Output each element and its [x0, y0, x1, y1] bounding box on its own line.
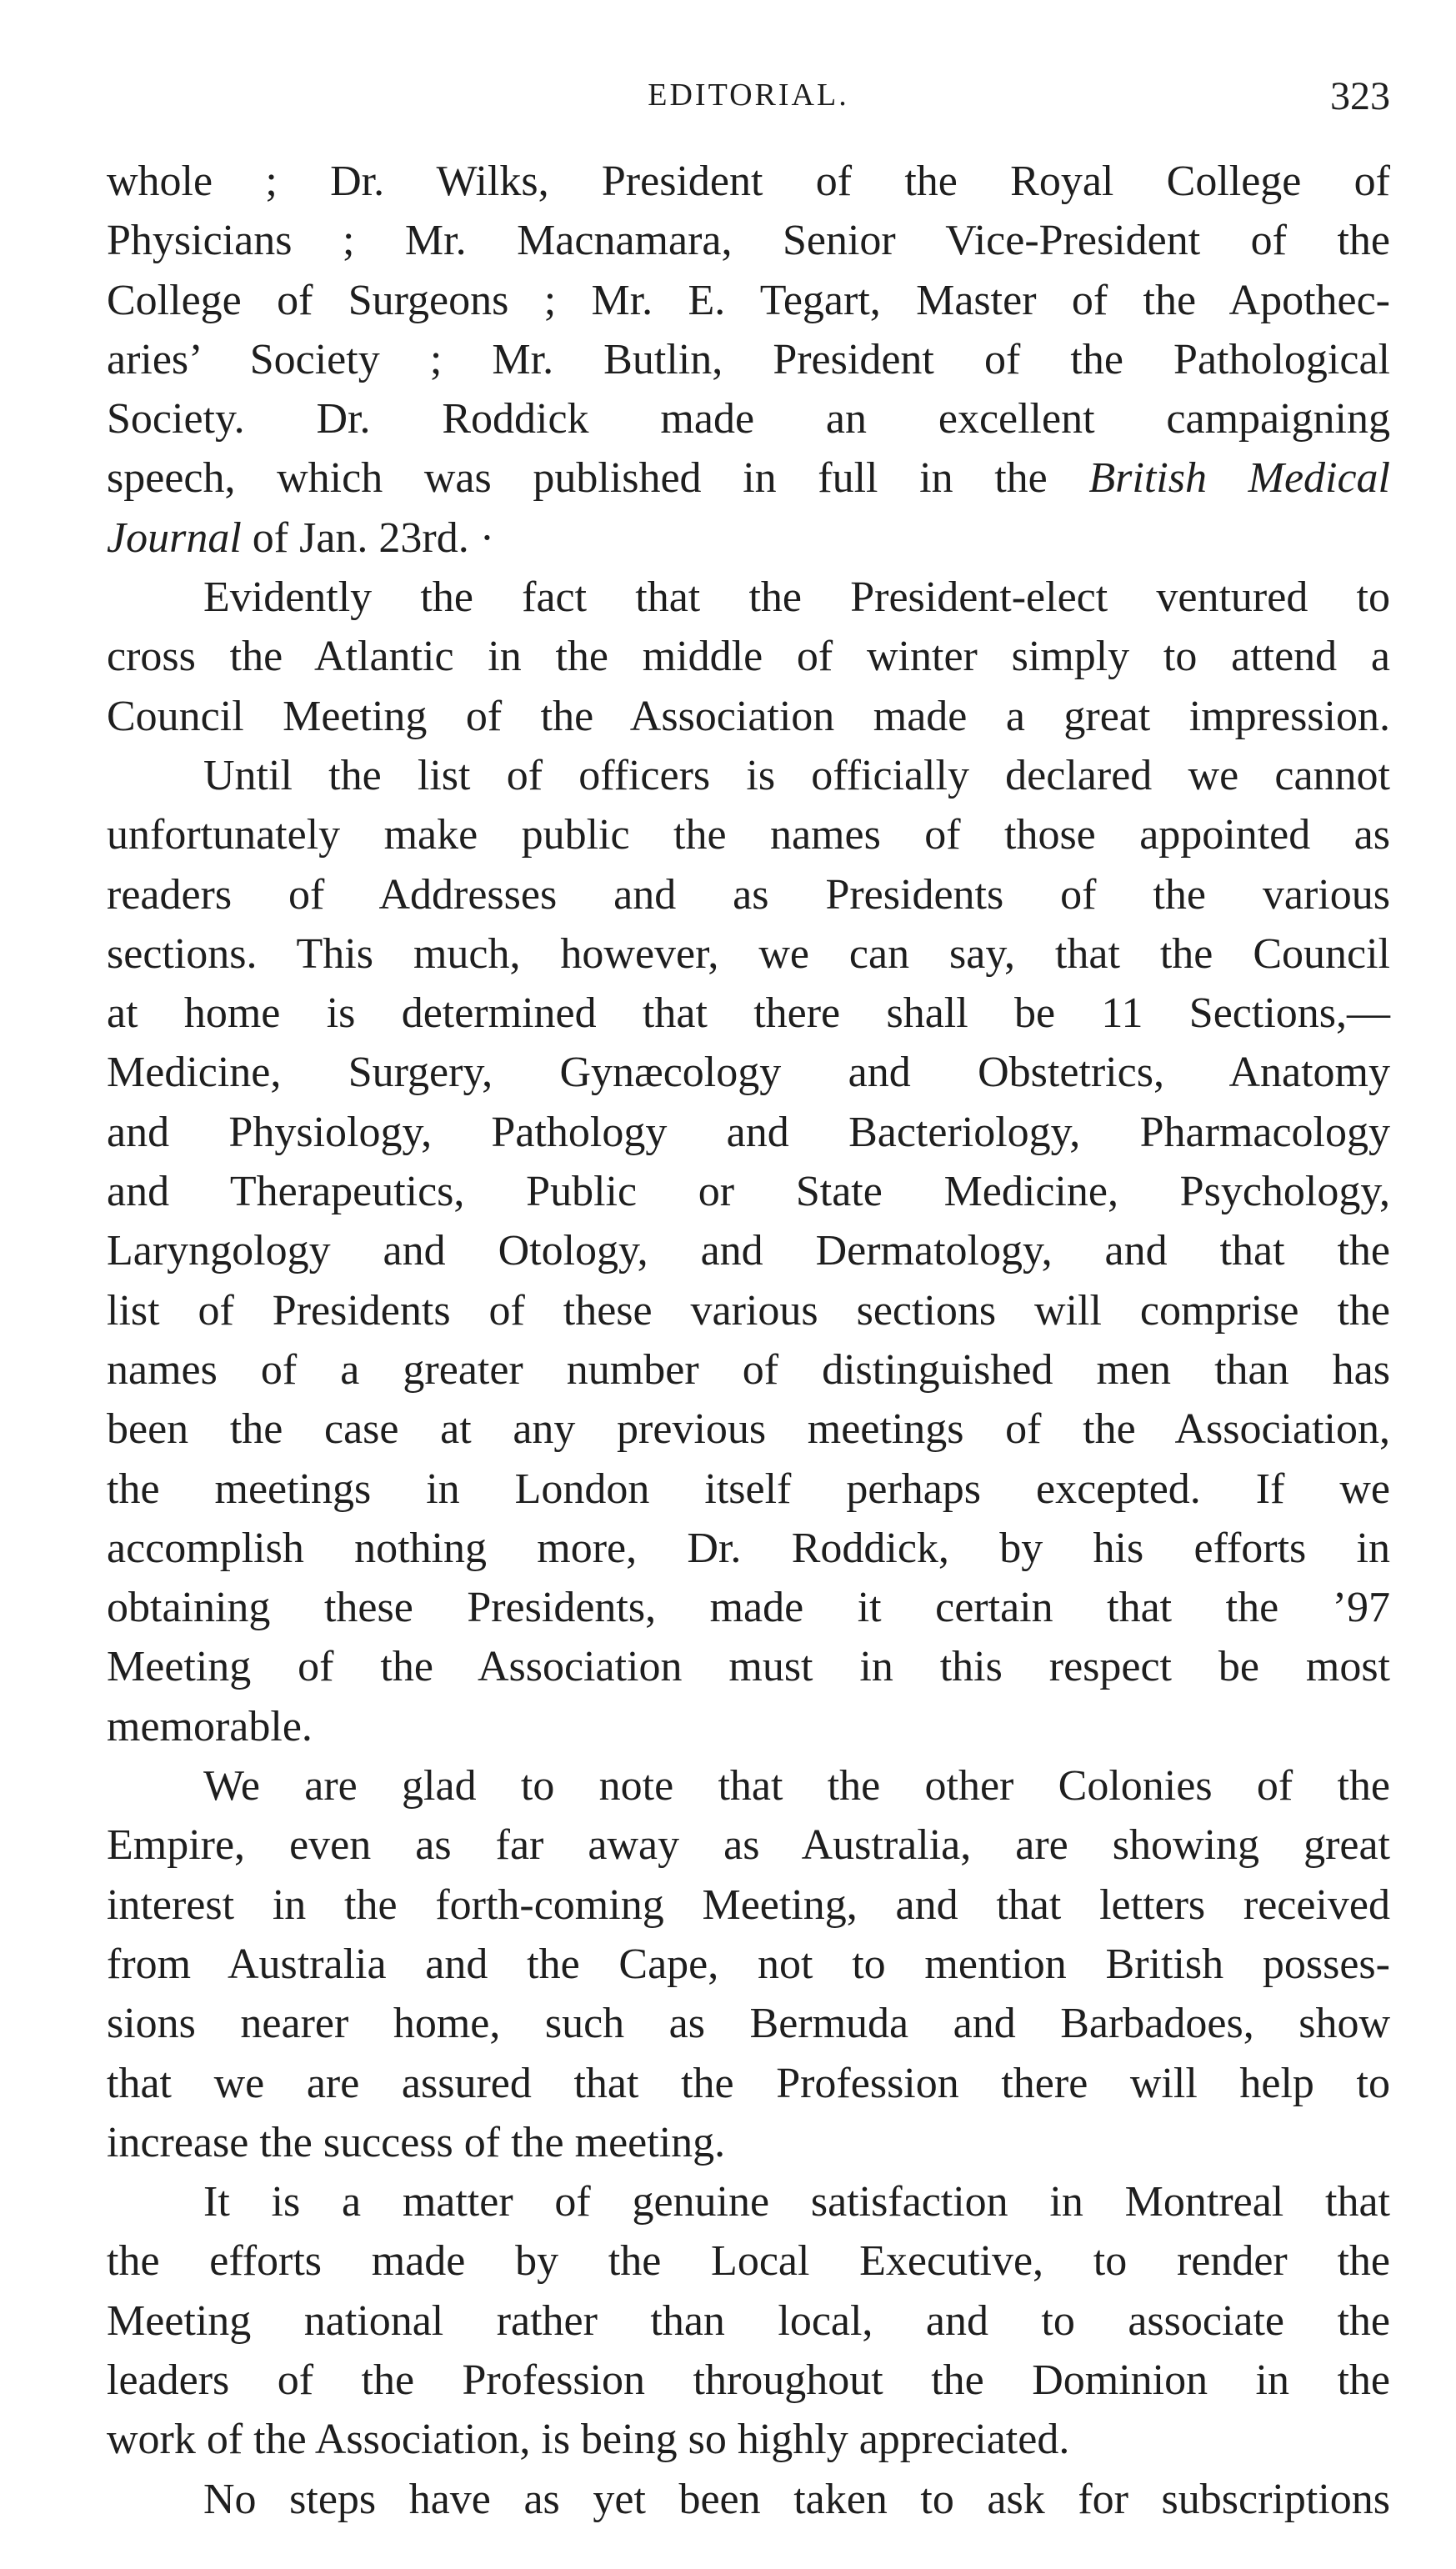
text-line: been the case at any previous meetings of the Association, — [107, 1405, 1390, 1454]
text-line — [107, 508, 1390, 568]
text-line: the efforts made by the Local Executive, to render the — [107, 2237, 1390, 2286]
text-run: speech, which was published in full in the — [107, 454, 1089, 503]
page-number: 323 — [1330, 74, 1390, 118]
text-line: leaders of the Profession throughout the Dominion in the — [107, 2356, 1390, 2404]
text-line: that we are assured that the Profession there will help to — [107, 2059, 1390, 2107]
text-line: from Australia and the Cape, not to mention British posses- — [107, 1940, 1390, 1988]
text-line: It is a matter of genuine satisfaction in Montreal that — [203, 2178, 1390, 2226]
text-line: whole ; Dr. Wilks, President of the Royal College of — [107, 158, 1390, 205]
text-line: sections. This much, however, we can say, that the Council — [107, 929, 1390, 978]
text-line: Empire, even as far away as Australia, are showing great — [107, 1821, 1390, 1870]
text-line: Physicians ; Mr. Macnamara, Senior Vice-President of the — [107, 217, 1390, 265]
text-line: memorable. — [107, 1702, 313, 1750]
text-line: Medicine, Surgery, Gynæcology and Obstetrics, Anatomy — [107, 1049, 1390, 1097]
text-line: Until the list of officers is officially declared we cannot — [203, 751, 1390, 799]
text-line: Laryngology and Otology, and Dermatology, and that the — [107, 1227, 1390, 1275]
text-line: Meeting of the Association must in this respect be most — [107, 1643, 1390, 1691]
journal-title-italic: Journal — [107, 513, 242, 562]
paragraph-2 — [107, 568, 1390, 746]
text-line: names of a greater number of distinguished men than has — [107, 1345, 1390, 1394]
editorial-body — [107, 152, 1390, 2529]
text-line: work of the Association, is being so highly appreciated. — [107, 2416, 1070, 2464]
text-line: Meeting national rather than local, and to associate the — [107, 2296, 1390, 2345]
text-line: aries’ Society ; Mr. Butlin, President of the Pathological — [107, 335, 1390, 383]
text-line: and Physiology, Pathology and Bacteriology, Pharmacology — [107, 1108, 1390, 1156]
text-line: list of Presidents of these various sections will comprise the — [107, 1286, 1390, 1335]
text-line: Evidently the fact that the President-elect ventured to — [203, 573, 1390, 622]
text-line: obtaining these Presidents, made it certain that the ’97 — [107, 1584, 1390, 1632]
text-line: readers of Addresses and as Presidents of the various — [107, 870, 1390, 919]
paragraph-6 — [107, 2470, 1390, 2529]
text-line: unfortunately make public the names of those appointed as — [107, 811, 1390, 859]
text-line: the meetings in London itself perhaps excepted. If we — [107, 1465, 1390, 1513]
text-line: Society. Dr. Roddick made an excellent campaigning — [107, 395, 1390, 443]
journal-title-italic: British Medical — [1088, 454, 1390, 503]
text-line: accomplish nothing more, Dr. Roddick, by his efforts in — [107, 1524, 1390, 1572]
text-line: College of Surgeons ; Mr. E. Tegart, Master of the Apothec- — [107, 276, 1390, 324]
paragraph-4 — [107, 1756, 1390, 2172]
text-line: sions nearer home, such as Bermuda and Barbadoes, show — [107, 2000, 1390, 2048]
running-head: EDITORIAL. — [648, 78, 849, 113]
text-line: at home is determined that there shall be 11 Sections,— — [107, 989, 1390, 1038]
text-line: increase the success of the meeting. — [107, 2118, 726, 2166]
paragraph-5 — [107, 2172, 1390, 2469]
text-line: Council Meeting of the Association made a great impression. — [107, 692, 1390, 740]
paragraph-1 — [107, 152, 1390, 568]
text-line: cross the Atlantic in the middle of winter simply to attend a — [107, 633, 1390, 681]
text-line — [107, 448, 1390, 508]
paragraph-3 — [107, 746, 1390, 1756]
text-run: of Jan. 23rd. · — [241, 513, 495, 562]
text-line: We are glad to note that the other Colonies of the — [203, 1762, 1390, 1810]
text-line: interest in the forth-coming Meeting, and that letters received — [107, 1880, 1390, 1929]
text-line: No steps have as yet been taken to ask for subscriptions — [203, 2475, 1390, 2523]
text-line: and Therapeutics, Public or State Medicine, Psychology, — [107, 1168, 1390, 1216]
page-header — [107, 73, 1390, 123]
